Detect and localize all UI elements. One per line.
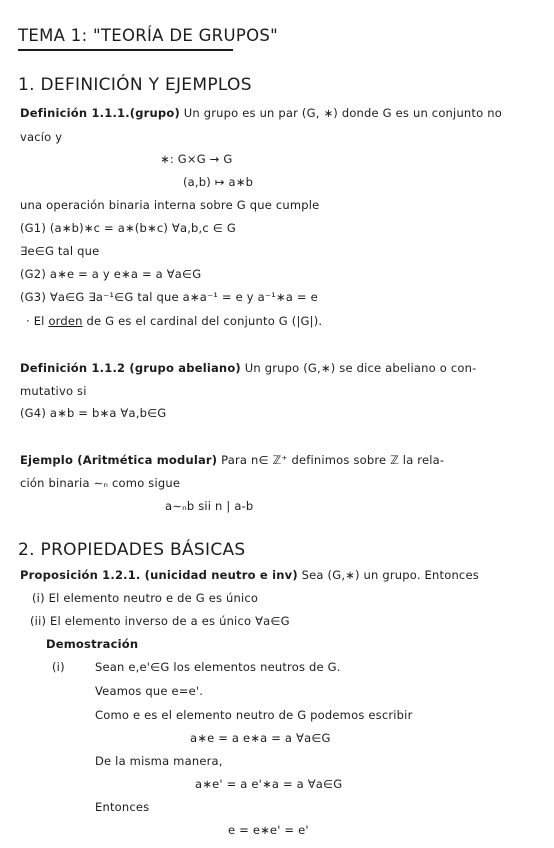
proof-label: Demostración (46, 637, 139, 651)
proposition-item-ii: (ii) El elemento inverso de a es único ∀a∈G (30, 614, 290, 628)
proof-line: De la misma manera, (95, 754, 223, 768)
proof-line: Sean e,e'∈G los elementos neutros de G. (95, 660, 341, 674)
definition-text: Un grupo (G,∗) se dice abeliano o con- (244, 361, 477, 375)
proof-line: Entonces (95, 800, 150, 814)
proof-line: Veamos que e=e'. (95, 684, 204, 698)
page-title: TEMA 1: "TEORÍA DE GRUPOS" (18, 26, 279, 45)
proposition-1-2-1 (20, 568, 479, 582)
definition-text: Un grupo es un par (G, ∗) donde G es un conjunto no (183, 106, 502, 120)
example-label: Ejemplo (Aritmética modular) (20, 453, 218, 467)
example-text-cont: ción binaria ∼ₙ como sigue (20, 476, 181, 490)
proof-conclusion: e = e∗e' = e' (228, 823, 309, 837)
exists-neutral: ∃e∈G tal que (20, 244, 100, 258)
binary-operation-text: una operación binaria interna sobre G que cumple (20, 198, 320, 212)
proposition-text: Sea (G,∗) un grupo. Entonces (301, 568, 479, 582)
axiom-g2: (G2) a∗e = a y e∗a = a ∀a∈G (20, 267, 202, 281)
axiom-g3: (G3) ∀a∈G ∃a⁻¹∈G tal que a∗a⁻¹ = e y a⁻¹∗a = e (20, 290, 318, 304)
proposition-item-i: (i) El elemento neutro e de G es único (32, 591, 259, 605)
mapping-line: (a,b) ↦ a∗b (183, 175, 254, 189)
proof-line: Como e es el elemento neutro de G podemos escribir (95, 708, 413, 722)
title-underline (18, 49, 233, 51)
order-bullet: · El (26, 314, 45, 328)
definition-label: Definición 1.1.1.(grupo) (20, 106, 180, 120)
proposition-label: Proposición 1.2.1. (unicidad neutro e inv) (20, 568, 298, 582)
proof-equation: a∗e' = a e'∗a = a ∀a∈G (195, 777, 343, 791)
definition-1-1-1 (20, 106, 502, 120)
definition-text-cont: vacío y (20, 130, 63, 144)
operation-line: ∗: G×G → G (160, 152, 233, 166)
order-term: orden (48, 314, 83, 328)
example-modular (20, 453, 444, 467)
relation-definition: a∼ₙb sii n | a-b (165, 499, 254, 513)
section-1-heading: 1. DEFINICIÓN Y EJEMPLOS (18, 75, 252, 95)
axiom-g1: (G1) (a∗b)∗c = a∗(b∗c) ∀a,b,c ∈ G (20, 221, 236, 235)
section-2-heading: 2. PROPIEDADES BÁSICAS (18, 540, 246, 560)
order-text: de G es el cardinal del conjunto G (|G|). (86, 314, 323, 328)
proof-equation: a∗e = a e∗a = a ∀a∈G (190, 731, 331, 745)
example-text: Para n∈ ℤ⁺ definimos sobre ℤ la rela- (221, 453, 445, 467)
definition-label: Definición 1.1.2 (grupo abeliano) (20, 361, 241, 375)
definition-text-cont: mutativo si (20, 384, 87, 398)
axiom-g4: (G4) a∗b = b∗a ∀a,b∈G (20, 406, 167, 420)
proof-marker-i: (i) (52, 660, 65, 674)
definition-1-1-2 (20, 361, 476, 375)
order-note (26, 314, 322, 328)
